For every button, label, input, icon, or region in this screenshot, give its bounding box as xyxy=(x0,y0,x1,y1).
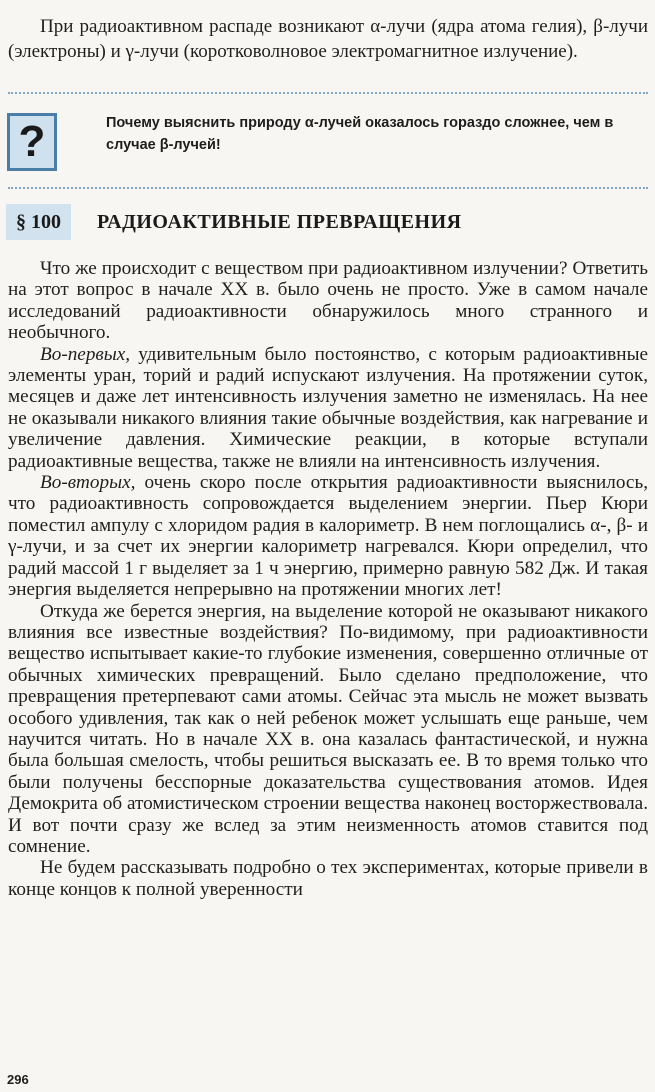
paragraph: Не будем рассказывать подробно о тех экспериментах, которые привели в конце концов к полной уверенности xyxy=(8,857,648,900)
section-body xyxy=(8,258,648,900)
review-question: Почему выяснить природу α-лучей оказалось гораздо сложнее, чем в случае β-лучей! xyxy=(106,115,614,153)
section-number: § 100 xyxy=(6,204,71,240)
paragraph: Откуда же берется энергия, на выделение которой не оказывают никакого влияния все известные воздействия? По-видимому, при радиоактивности вещество испытывает какие-то глубокие изменения, совершенно отличные от обычных химических превращений. Было сделано предположение, что превращения претерпевают сами атомы. Сейчас эта мысль не может вызвать особого удивления, так как о ней ребенок может услышать еще раньше, чем научится читать. Но в начале XX в. она казалась фантастической, и нужна была большая смелость, чтобы решиться высказать ее. В то время только что были получены бесспорные доказательства существования атомов. Идея Демокрита об атомистическом строении вещества наконец восторжествовала. И вот почти сразу же вслед за этим неизменность атомов ставится под сомнение. xyxy=(8,600,648,857)
question-symbol: ? xyxy=(18,117,46,166)
divider-top xyxy=(8,92,648,94)
question-mark-icon xyxy=(7,113,57,171)
paragraph: Во-вторых, очень скоро после открытия радиоактивности выяснилось, что радиоактивность сопровождается выделением энергии. Пьер Кюри поместил ампулу с хлоридом радия в калориметр. В нем поглощались α-, β- и γ-лучи, и за счет их энергии калориметр нагревался. Кюри определил, что радий массой 1 г выделяет за 1 ч энергию, примерно равную 582 Дж. И такая энергия выделяется непрерывно на протяжении многих лет! xyxy=(8,472,648,601)
section-title: РАДИОАКТИВНЫЕ ПРЕВРАЩЕНИЯ xyxy=(97,210,462,233)
section-heading xyxy=(6,204,648,240)
divider-bottom xyxy=(8,187,648,189)
page-number: 296 xyxy=(7,1072,29,1087)
paragraph-lead: Во-вторых, xyxy=(40,472,136,494)
paragraph-lead: Во-первых, xyxy=(40,343,131,365)
paragraph: Что же происходит с веществом при радиоактивном излучении? Ответить на этот вопрос в начале XX в. было очень не просто. Уже в самом начале исследований радиоактивности обнаружилось много странного и необычного. xyxy=(8,258,648,344)
paragraph: Во-первых, удивительным было постоянство, с которым радиоактивные элементы уран, торий и радий испускают излучения. На протяжении суток, месяцев и даже лет интенсивность излучения заметно не изменялась. На нее не оказывали никакого влияния такие обычные воздействия, как нагревание и увеличение давления. Химические реакции, в которые вступали радиоактивные вещества, также не влияли на интенсивность излучения. xyxy=(8,343,648,472)
intro-paragraph: При радиоактивном распаде возникают α-лучи (ядра атома гелия), β-лучи (электроны) и γ-лучи (коротковолновое электромагнитное излучение). xyxy=(8,16,648,62)
